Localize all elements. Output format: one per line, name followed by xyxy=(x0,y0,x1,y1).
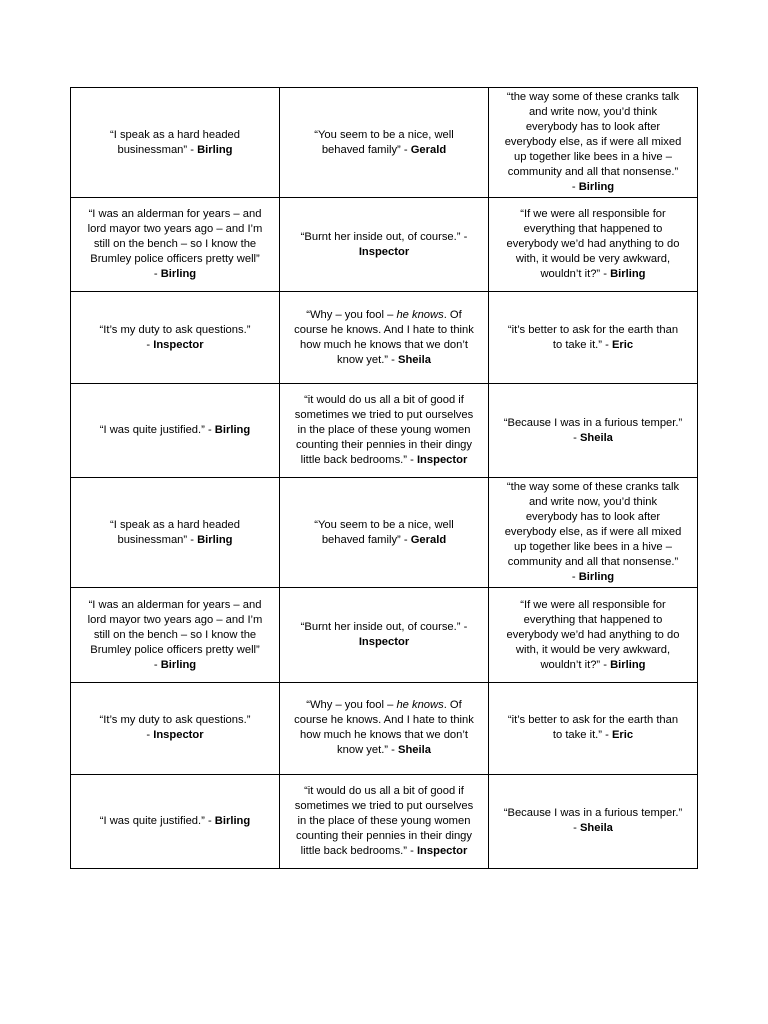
table-row xyxy=(71,292,698,384)
quote-fragment: “Because I was in a furious temper.” - xyxy=(503,807,683,835)
quote-card xyxy=(280,588,489,682)
quote-fragment: “I was an alderman for years – and lord mayor two years ago – and I’m still on the bench – so I know the Brumley police officers pretty well” - xyxy=(87,208,263,281)
table-row xyxy=(71,384,698,478)
quote-text xyxy=(295,785,473,857)
speaker-name: Inspector xyxy=(416,844,468,857)
quote-fragment: “Why – you fool – xyxy=(306,699,397,712)
quote-card xyxy=(489,292,698,384)
quote-text xyxy=(301,231,468,258)
quote-fragment: “I was quite justified.” - xyxy=(99,424,215,437)
quote-card xyxy=(489,774,698,868)
quote-text xyxy=(110,129,240,156)
speaker-name: Birling xyxy=(197,143,233,156)
quote-fragment: “the way some of these cranks talk and write now, you’d think everybody has to look after everybody else, as if were all mixed up together like bees in a hive – community and all that nonsense.” - xyxy=(504,91,682,193)
quote-fragment: “Why – you fool – xyxy=(306,308,397,321)
quote-text xyxy=(508,324,678,351)
speaker-name: Birling xyxy=(160,268,197,281)
quote-fragment: “it’s better to ask for the earth than to take it.” - xyxy=(507,323,679,351)
speaker-name: Inspector xyxy=(358,245,410,258)
quote-text xyxy=(100,714,251,741)
quote-text xyxy=(507,208,680,280)
speaker-name: Birling xyxy=(214,814,251,827)
quote-fragment: “I speak as a hard headed businessman” - xyxy=(110,518,240,546)
speaker-name: Birling xyxy=(160,658,197,671)
table-row xyxy=(71,588,698,682)
quote-fragment: “It’s my duty to ask questions.” - xyxy=(99,323,251,351)
speaker-name: Gerald xyxy=(410,533,447,546)
quote-card xyxy=(71,478,280,588)
speaker-name: Birling xyxy=(214,424,251,437)
emphasis-text: he knows xyxy=(396,308,444,321)
speaker-name: Inspector xyxy=(358,636,410,649)
quote-card xyxy=(71,774,280,868)
quote-text xyxy=(301,621,468,648)
table-row xyxy=(71,478,698,588)
quote-card xyxy=(489,682,698,774)
speaker-name: Eric xyxy=(611,729,634,742)
speaker-name: Inspector xyxy=(416,454,468,467)
speaker-name: Birling xyxy=(610,268,646,281)
quote-text xyxy=(504,417,682,444)
table-row xyxy=(71,682,698,774)
quote-card xyxy=(71,588,280,682)
speaker-name: Eric xyxy=(611,338,634,351)
quote-fragment: “If we were all responsible for everything that happened to everybody we’d had anything to do with, it would be very awkward, wouldn’t it?” - xyxy=(506,598,680,671)
quote-card xyxy=(489,478,698,588)
quote-text xyxy=(294,309,474,366)
quote-card xyxy=(71,88,280,198)
quote-text xyxy=(508,714,678,741)
quote-fragment: “the way some of these cranks talk and write now, you’d think everybody has to look after everybody else, as if were all mixed up together like bees in a hive – community and all that nonsense.” - xyxy=(504,481,682,584)
quote-cards-body xyxy=(71,88,698,869)
quote-card xyxy=(489,384,698,478)
quote-text xyxy=(507,599,680,671)
quote-fragment: “I was quite justified.” - xyxy=(99,814,215,827)
quote-fragment: “It’s my duty to ask questions.” - xyxy=(99,714,251,742)
quote-text xyxy=(100,815,250,827)
quote-fragment: “Burnt her inside out, of course.” - xyxy=(300,621,468,634)
quote-text xyxy=(100,324,251,351)
quote-text xyxy=(295,394,473,466)
table-row xyxy=(71,774,698,868)
quote-card xyxy=(71,198,280,292)
speaker-name: Birling xyxy=(610,658,646,671)
quote-fragment: . Of course he knows. And I hate to think how much he knows that we don’t know yet.” - xyxy=(294,699,474,757)
speaker-name: Sheila xyxy=(397,353,431,366)
quote-fragment: “You seem to be a nice, well behaved family” - xyxy=(314,518,454,546)
quote-fragment: “You seem to be a nice, well behaved family” - xyxy=(314,128,454,156)
quote-card xyxy=(280,774,489,868)
speaker-name: Inspector xyxy=(153,729,204,742)
quote-card xyxy=(489,588,698,682)
quote-fragment: “If we were all responsible for everything that happened to everybody we’d had anything to do with, it would be very awkward, wouldn’t it?” - xyxy=(506,208,680,281)
quote-card xyxy=(280,478,489,588)
quote-text xyxy=(88,599,263,671)
quote-cards-table xyxy=(70,87,698,869)
emphasis-text: he knows xyxy=(396,699,444,712)
quote-text xyxy=(88,208,263,280)
quote-text xyxy=(294,699,474,756)
quote-text xyxy=(110,519,240,546)
table-row xyxy=(71,88,698,198)
quote-text xyxy=(504,807,682,834)
quote-card xyxy=(280,292,489,384)
quote-card xyxy=(489,88,698,198)
speaker-name: Birling xyxy=(578,181,615,193)
speaker-name: Sheila xyxy=(397,744,431,757)
speaker-name: Birling xyxy=(578,571,615,584)
quote-text xyxy=(100,424,250,436)
quote-fragment: “it’s better to ask for the earth than to take it.” - xyxy=(507,714,679,742)
quote-card xyxy=(280,682,489,774)
quote-card xyxy=(71,384,280,478)
quote-text xyxy=(505,481,682,583)
quote-card xyxy=(280,198,489,292)
speaker-name: Gerald xyxy=(410,143,447,156)
quote-card xyxy=(71,292,280,384)
quote-card xyxy=(489,198,698,292)
quote-fragment: “it would do us all a bit of good if sometimes we tried to put ourselves in the place of these young women counting their pennies in their dingy little back bedrooms.” - xyxy=(294,394,474,467)
table-row xyxy=(71,198,698,292)
speaker-name: Inspector xyxy=(153,338,204,351)
quote-card xyxy=(280,88,489,198)
speaker-name: Sheila xyxy=(579,431,613,444)
quote-fragment: “Burnt her inside out, of course.” - xyxy=(300,230,468,243)
quote-card xyxy=(71,682,280,774)
speaker-name: Sheila xyxy=(579,822,613,835)
quote-fragment: “I was an alderman for years – and lord mayor two years ago – and I’m still on the bench – so I know the Brumley police officers pretty well” - xyxy=(87,598,263,671)
quote-fragment: . Of course he knows. And I hate to think how much he knows that we don’t know yet.” - xyxy=(294,308,474,366)
quote-fragment: “I speak as a hard headed businessman” - xyxy=(110,128,240,156)
quote-text xyxy=(505,91,682,193)
quote-text xyxy=(314,129,454,156)
quote-text xyxy=(314,519,454,546)
quote-fragment: “Because I was in a furious temper.” - xyxy=(503,416,683,444)
quote-card xyxy=(280,384,489,478)
quote-fragment: “it would do us all a bit of good if sometimes we tried to put ourselves in the place of these young women counting their pennies in their dingy little back bedrooms.” - xyxy=(294,784,474,857)
speaker-name: Birling xyxy=(197,533,233,546)
